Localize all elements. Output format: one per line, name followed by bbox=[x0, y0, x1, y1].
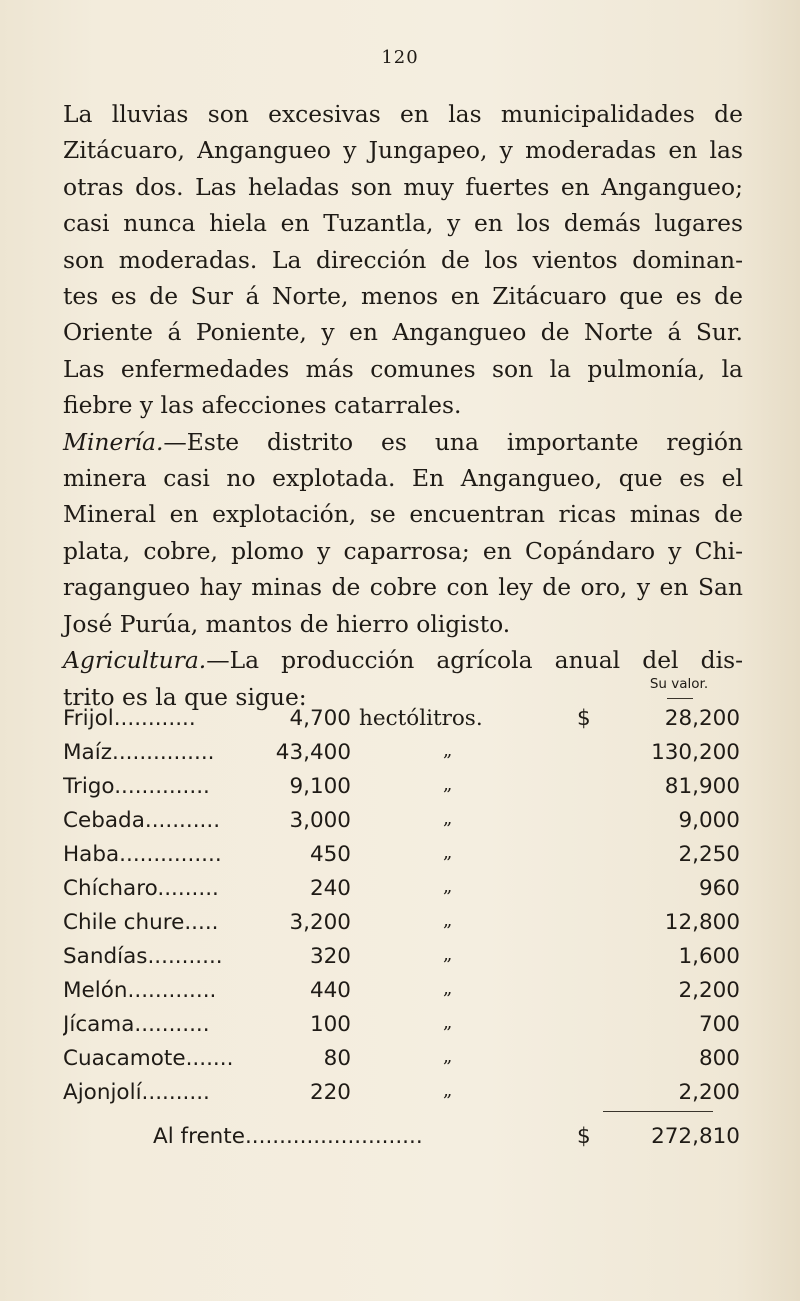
quantity: 220 bbox=[309, 1080, 351, 1105]
agricultura-heading: Agricultura. bbox=[63, 646, 207, 675]
product-name: Jícama........... bbox=[63, 1012, 210, 1037]
currency-sign: $ bbox=[577, 1124, 591, 1149]
mineria-line-first bbox=[63, 424, 743, 460]
ditto-mark: „ bbox=[443, 740, 453, 761]
ditto-mark: „ bbox=[443, 876, 453, 897]
agricultura-text: —La producción agrícola anual del dis- bbox=[206, 646, 743, 675]
table-row bbox=[63, 944, 743, 974]
value: 2,250 bbox=[678, 842, 740, 867]
product-name: Cebada........... bbox=[63, 808, 221, 833]
value: 2,200 bbox=[678, 978, 740, 1003]
text-line: Zitácuaro, Angangueo y Jungapeo, y moderadas en las bbox=[63, 136, 743, 165]
value-column-header: Su valor. bbox=[649, 676, 709, 692]
value: 9,000 bbox=[678, 808, 740, 833]
ditto-mark: „ bbox=[443, 1080, 453, 1101]
mineria-text: —Este distrito es una importante región bbox=[163, 427, 743, 456]
text-line: ragangueo hay minas de cobre con ley de oro, y en San bbox=[63, 573, 743, 602]
text-line: Oriente á Poniente, y en Angangueo de Norte á Sur. bbox=[63, 318, 743, 347]
text-line: minera casi no explotada. En Angangueo, que es el bbox=[63, 464, 743, 493]
quantity: 43,400 bbox=[275, 740, 351, 765]
table-row bbox=[63, 910, 743, 940]
total-value: 272,810 bbox=[651, 1124, 740, 1149]
ditto-mark: „ bbox=[443, 842, 453, 863]
text-line: otras dos. Las heladas son muy fuertes en Angangueo; bbox=[63, 172, 743, 201]
quantity: 3,200 bbox=[289, 910, 351, 935]
agricultura-line-first bbox=[63, 642, 743, 678]
quantity: 4,700 bbox=[289, 706, 351, 731]
product-name: Chile chure..... bbox=[63, 910, 219, 935]
product-name: Ajonjolí.......... bbox=[63, 1080, 210, 1105]
total-rule bbox=[603, 1111, 713, 1112]
ditto-mark: „ bbox=[443, 1012, 453, 1033]
ditto-mark: „ bbox=[443, 978, 453, 999]
text-line: trito es la que sigue: bbox=[63, 682, 307, 711]
text-line: Las enfermedades más comunes son la pulmonía, la bbox=[63, 354, 743, 383]
quantity: 80 bbox=[323, 1046, 351, 1071]
ditto-mark: „ bbox=[443, 910, 453, 931]
quantity: 100 bbox=[309, 1012, 351, 1037]
ditto-mark: „ bbox=[443, 1046, 453, 1067]
quantity: 240 bbox=[309, 876, 351, 901]
value: 81,900 bbox=[664, 774, 740, 799]
table-row bbox=[63, 842, 743, 872]
text-line: casi nunca hiela en Tuzantla, y en los demás lugares bbox=[63, 209, 743, 238]
product-name: Maíz............... bbox=[63, 740, 215, 765]
quantity: 450 bbox=[309, 842, 351, 867]
table-row bbox=[63, 808, 743, 838]
quantity: 440 bbox=[309, 978, 351, 1003]
ditto-mark: „ bbox=[443, 808, 453, 829]
value: 1,600 bbox=[678, 944, 740, 969]
quantity: 3,000 bbox=[289, 808, 351, 833]
table-row bbox=[63, 978, 743, 1008]
table-row bbox=[63, 774, 743, 804]
quantity: 320 bbox=[309, 944, 351, 969]
text-line: son moderadas. La dirección de los vientos dominan- bbox=[63, 245, 743, 274]
product-name: Frijol............ bbox=[63, 706, 196, 731]
text-line: La lluvias son excesivas en las municipalidades de bbox=[63, 100, 743, 128]
text-line: Mineral en explotación, se encuentran ricas minas de bbox=[63, 500, 743, 529]
page-number: 120 bbox=[381, 47, 419, 68]
unit-label: hectólitros. bbox=[359, 706, 483, 731]
body-text bbox=[63, 96, 743, 715]
quantity: 9,100 bbox=[289, 774, 351, 799]
product-name: Chícharo......... bbox=[63, 876, 219, 901]
text-line: José Purúa, mantos de hierro oligisto. bbox=[63, 609, 511, 638]
table-row bbox=[63, 706, 743, 736]
table-row bbox=[63, 876, 743, 906]
table-row bbox=[63, 1012, 743, 1042]
mineria-heading: Minería. bbox=[63, 427, 164, 456]
product-name: Trigo.............. bbox=[63, 774, 210, 799]
value: 800 bbox=[698, 1046, 740, 1071]
table-row bbox=[63, 740, 743, 770]
value: 700 bbox=[698, 1012, 740, 1037]
product-name: Cuacamote....... bbox=[63, 1046, 234, 1071]
value: 130,200 bbox=[651, 740, 740, 765]
header-rule bbox=[667, 698, 693, 699]
table-row bbox=[63, 1046, 743, 1076]
text-line: plata, cobre, plomo y caparrosa; en Copándaro y Chi- bbox=[63, 536, 743, 565]
product-name: Melón............. bbox=[63, 978, 217, 1003]
total-label: Al frente.......................... bbox=[153, 1124, 423, 1149]
value: 28,200 bbox=[664, 706, 740, 731]
text-line: tes es de Sur á Norte, menos en Zitácuaro que es de bbox=[63, 282, 743, 311]
value: 960 bbox=[698, 876, 740, 901]
table-row bbox=[63, 1080, 743, 1110]
text-line: fiebre y las afecciones catarrales. bbox=[63, 391, 462, 420]
value: 2,200 bbox=[678, 1080, 740, 1105]
ditto-mark: „ bbox=[443, 944, 453, 965]
product-name: Sandías........... bbox=[63, 944, 223, 969]
ditto-mark: „ bbox=[443, 774, 453, 795]
value: 12,800 bbox=[664, 910, 740, 935]
product-name: Haba............... bbox=[63, 842, 222, 867]
currency-sign: $ bbox=[577, 706, 591, 731]
